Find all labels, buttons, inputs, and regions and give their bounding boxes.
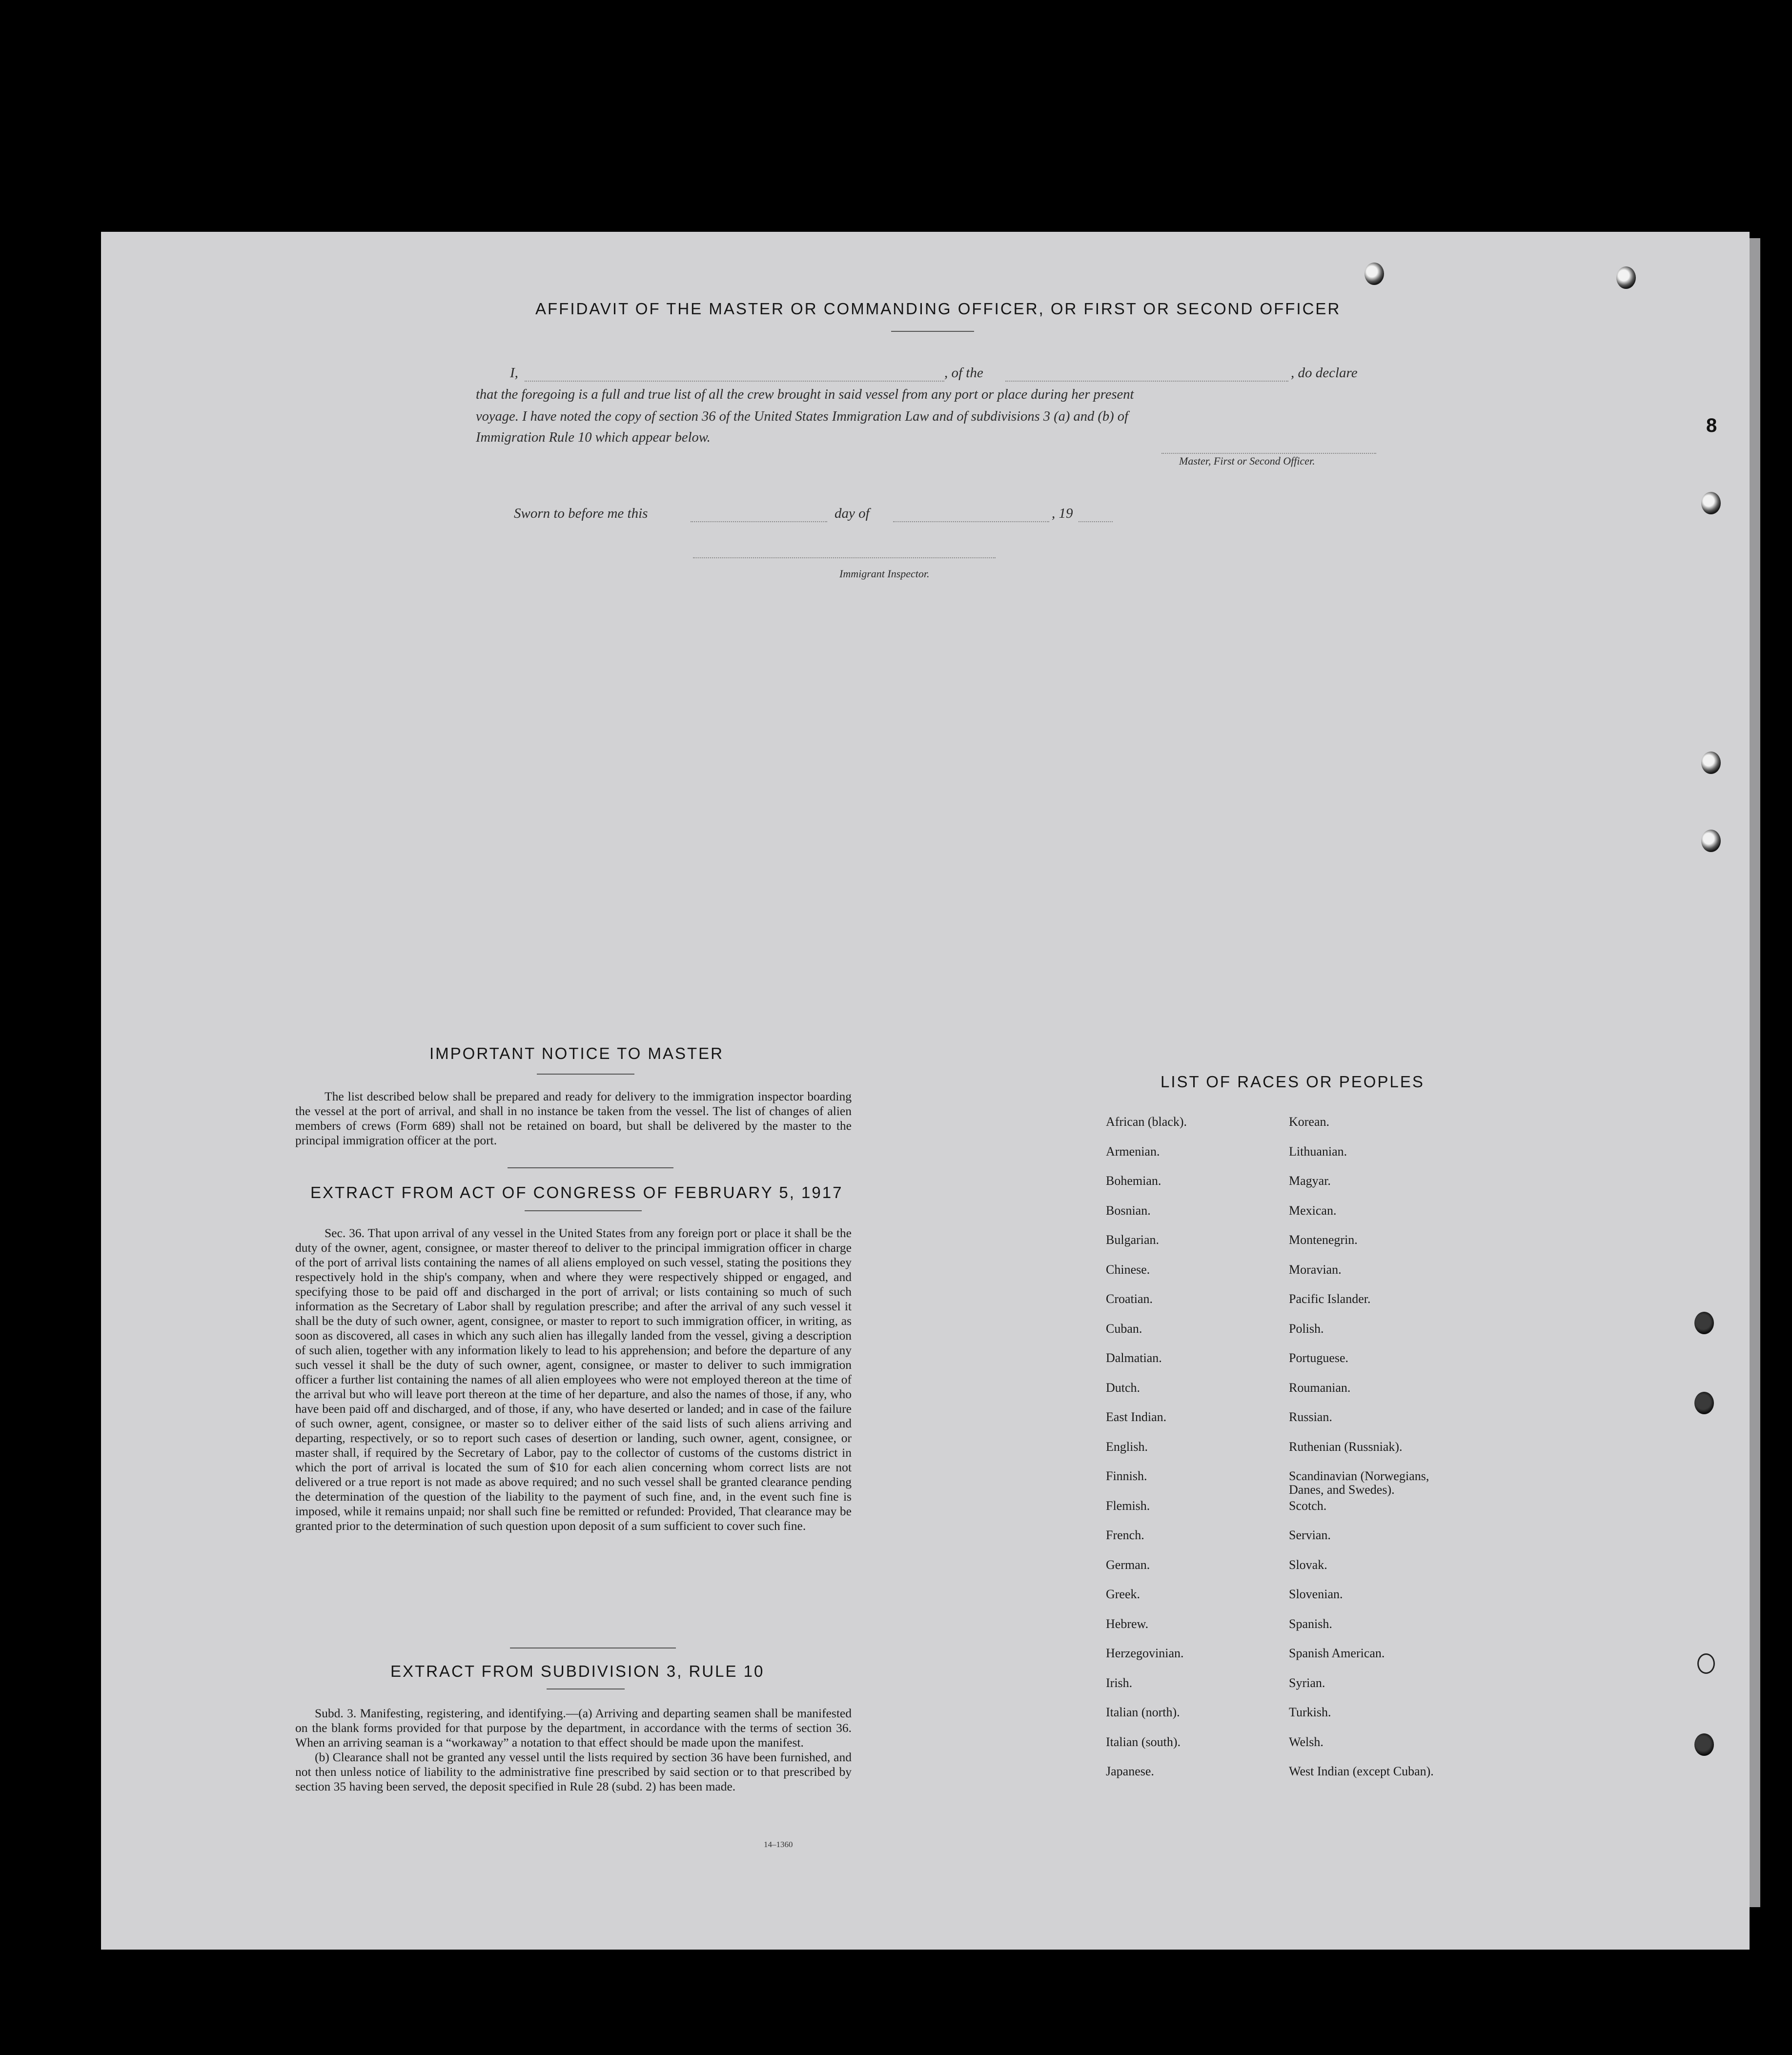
race-item: Montenegrin. <box>1289 1233 1358 1247</box>
race-item: Croatian. <box>1106 1292 1153 1306</box>
punch-hole <box>1694 1312 1714 1334</box>
race-item: Dalmatian. <box>1106 1351 1162 1365</box>
section-divider <box>508 1167 673 1168</box>
race-item: West Indian (except Cuban). <box>1289 1764 1434 1778</box>
extract-rule-title: EXTRACT FROM SUBDIVISION 3, RULE 10 <box>390 1662 765 1680</box>
race-item: Roumanian. <box>1289 1380 1351 1395</box>
races-title: LIST OF RACES OR PEOPLES <box>1161 1073 1425 1091</box>
race-item: Syrian. <box>1289 1675 1325 1690</box>
punch-hole <box>1697 1653 1715 1674</box>
year-prefix: , 19 <box>1052 506 1073 521</box>
race-item: East Indian. <box>1106 1410 1167 1424</box>
affidavit-of-the: , of the <box>944 365 983 381</box>
notice-title: IMPORTANT NOTICE TO MASTER <box>429 1044 724 1062</box>
affidavit-title: AFFIDAVIT OF THE MASTER OR COMMANDING OFFICER, OR FIRST OR SECOND OFFICER <box>535 300 1341 318</box>
margin-mark: 8 <box>1706 415 1717 436</box>
signature-field[interactable] <box>1161 453 1376 454</box>
race-item: Magyar. <box>1289 1174 1331 1188</box>
race-item: Flemish. <box>1106 1498 1150 1513</box>
race-item: Slovak. <box>1289 1557 1327 1572</box>
race-item: English. <box>1106 1439 1148 1454</box>
punch-hole <box>1616 266 1636 289</box>
race-item: Portuguese. <box>1289 1351 1349 1365</box>
punch-hole <box>1694 1733 1714 1756</box>
affidavit-body-line: Immigration Rule 10 which appear below. <box>476 430 711 445</box>
form-code: 14–1360 <box>764 1840 793 1849</box>
affidavit-body-line: voyage. I have noted the copy of section 36 of the United States Immigration Law and of subdivisions 3 (a) and (b) of <box>476 409 1128 424</box>
rule-para-a: Subd. 3. Manifesting, registering, and identifying.—(a) Arriving and departing seamen shall be manifested on the blank forms provided for that purpose by the department, in accordance with the terms of section 36. When an arriving seaman is a “workaway” a notation to that effect should be made upon the manifest. <box>295 1706 852 1750</box>
race-item: Italian (south). <box>1106 1734 1181 1749</box>
month-field[interactable] <box>893 521 1049 522</box>
extract-act-text: Sec. 36. That upon arrival of any vessel in the United States from any foreign port or place it shall be the duty of the owner, agent, consignee, or master thereof to deliver to the principal immigration officer in charge of the port of arrival lists containing the names of all aliens employed on such vessel, stating the positions they respectively hold in the ship's company, when and where they were respectively shipped or engaged, and specifying those to be paid off and discharged in the port of arrival; or lists containing so much of such information as the Secretary of Labor shall by regulation prescribe; and after the arrival of any such vessel it shall be the duty of such owner, agent, consignee, or master to report to such immigration officer, in writing, as soon as discovered, all cases in which any such alien has illegally landed from the vessel, giving a description of such alien, together with any information likely to lead to his apprehension; and before the departure of any such vessel it shall be the duty of such owner, agent, consignee, or master to deliver to such immigration officer a further list containing the names of all alien employees who were not employed thereon at the time of the arrival but who will leave port thereon at the time of her departure, and also the names of those, if any, who have been paid off and discharged, and of those, if any, who have deserted or landed; and in case of the failure of such owner, agent, consignee, or master so to deliver either of the said lists of such aliens arriving and departing, respectively, or so to report such cases of desertion or landing, such owner, agent, consignee, or master shall, if required by the Secretary of Labor, pay to the collector of customs of the customs district in which the port of arrival is located the sum of $10 for each alien concerning whom correct lists are not delivered or a true report is not made as above required; and no such vessel shall be granted clearance pending the determination of the question of the liability to the payment of such fine, and, in the event such fine is imposed, while it remains unpaid; nor shall such fine be remitted or refunded: Provided, That clearance may be granted prior to the determination of such question upon deposit of a sum sufficient to cover such fine. <box>295 1226 852 1533</box>
race-item: Polish. <box>1289 1321 1324 1336</box>
race-item: Irish. <box>1106 1675 1133 1690</box>
year-field[interactable] <box>1079 521 1113 522</box>
punch-hole <box>1364 263 1384 285</box>
signature-caption: Master, First or Second Officer. <box>1179 455 1315 467</box>
section-divider <box>525 1210 642 1211</box>
extract-act-title: EXTRACT FROM ACT OF CONGRESS OF FEBRUARY 5, 1917 <box>310 1183 843 1201</box>
race-item: French. <box>1106 1528 1144 1542</box>
punch-hole <box>1701 752 1721 774</box>
punch-hole <box>1701 830 1721 852</box>
race-item: Armenian. <box>1106 1144 1160 1159</box>
race-item: Spanish American. <box>1289 1646 1385 1660</box>
race-item: Dutch. <box>1106 1380 1140 1395</box>
race-item: Hebrew. <box>1106 1616 1149 1631</box>
rule-para-b: (b) Clearance shall not be granted any vessel until the lists required by section 36 have been furnished, and not then unless notice of liability to the administrative fine prescribed by said section or to that prescribed by section 35 having been served, the deposit specified in Rule 28 (subd. 2) has been made. <box>295 1750 852 1793</box>
race-item: Pacific Islander. <box>1289 1292 1371 1306</box>
race-item: Korean. <box>1289 1115 1330 1129</box>
race-item: Herzegovinian. <box>1106 1646 1184 1660</box>
sheet-edge <box>1750 238 1760 1907</box>
section-divider <box>537 1074 634 1075</box>
inspector-caption: Immigrant Inspector. <box>839 568 930 580</box>
race-item: Italian (north). <box>1106 1705 1180 1719</box>
race-item: Turkish. <box>1289 1705 1331 1719</box>
affidavit-body-line: that the foregoing is a full and true list of all the crew brought in said vessel from any port or place during her present <box>476 387 1134 402</box>
race-item: Greek. <box>1106 1587 1140 1601</box>
sworn-text: Sworn to before me this <box>514 506 648 521</box>
notice-text: The list described below shall be prepared and ready for delivery to the immigration inspector boarding the vessel at the port of arrival, and shall in no instance be taken from the vessel. The list of changes of alien members of crews (Form 689) shall not be retained on board, but shall be delivered by the master to the principal immigration officer at the port. <box>295 1089 852 1147</box>
title-divider <box>891 331 974 332</box>
race-item: Mexican. <box>1289 1203 1337 1218</box>
race-item: Welsh. <box>1289 1734 1324 1749</box>
race-item: Bulgarian. <box>1106 1233 1160 1247</box>
inspector-signature-field[interactable] <box>693 557 996 558</box>
race-item: Cuban. <box>1106 1321 1142 1336</box>
day-field[interactable] <box>691 521 827 522</box>
punch-hole <box>1694 1392 1714 1414</box>
race-item: Bohemian. <box>1106 1174 1161 1188</box>
race-item: Japanese. <box>1106 1764 1154 1778</box>
race-item: Scandinavian (Norwegians, Danes, and Swedes). <box>1289 1469 1429 1497</box>
extract-rule-text <box>295 1706 852 1794</box>
affidavit-declare: , do declare <box>1291 365 1358 381</box>
vessel-field[interactable] <box>1005 381 1288 382</box>
race-item: Bosnian. <box>1106 1203 1151 1218</box>
race-item: German. <box>1106 1557 1150 1572</box>
race-item: Lithuanian. <box>1289 1144 1347 1159</box>
race-item: African (black). <box>1106 1115 1187 1129</box>
punch-hole <box>1701 492 1721 514</box>
race-item: Spanish. <box>1289 1616 1332 1631</box>
race-item: Scotch. <box>1289 1498 1327 1513</box>
race-item: Slovenian. <box>1289 1587 1343 1601</box>
race-item: Chinese. <box>1106 1262 1150 1277</box>
name-field[interactable] <box>525 381 944 382</box>
race-item: Russian. <box>1289 1410 1332 1424</box>
race-item: Servian. <box>1289 1528 1331 1542</box>
race-item: Finnish. <box>1106 1469 1147 1483</box>
race-item: Ruthenian (Russniak). <box>1289 1439 1403 1454</box>
race-item: Moravian. <box>1289 1262 1342 1277</box>
affidavit-i: I, <box>510 365 518 381</box>
day-of-text: day of <box>835 506 870 521</box>
